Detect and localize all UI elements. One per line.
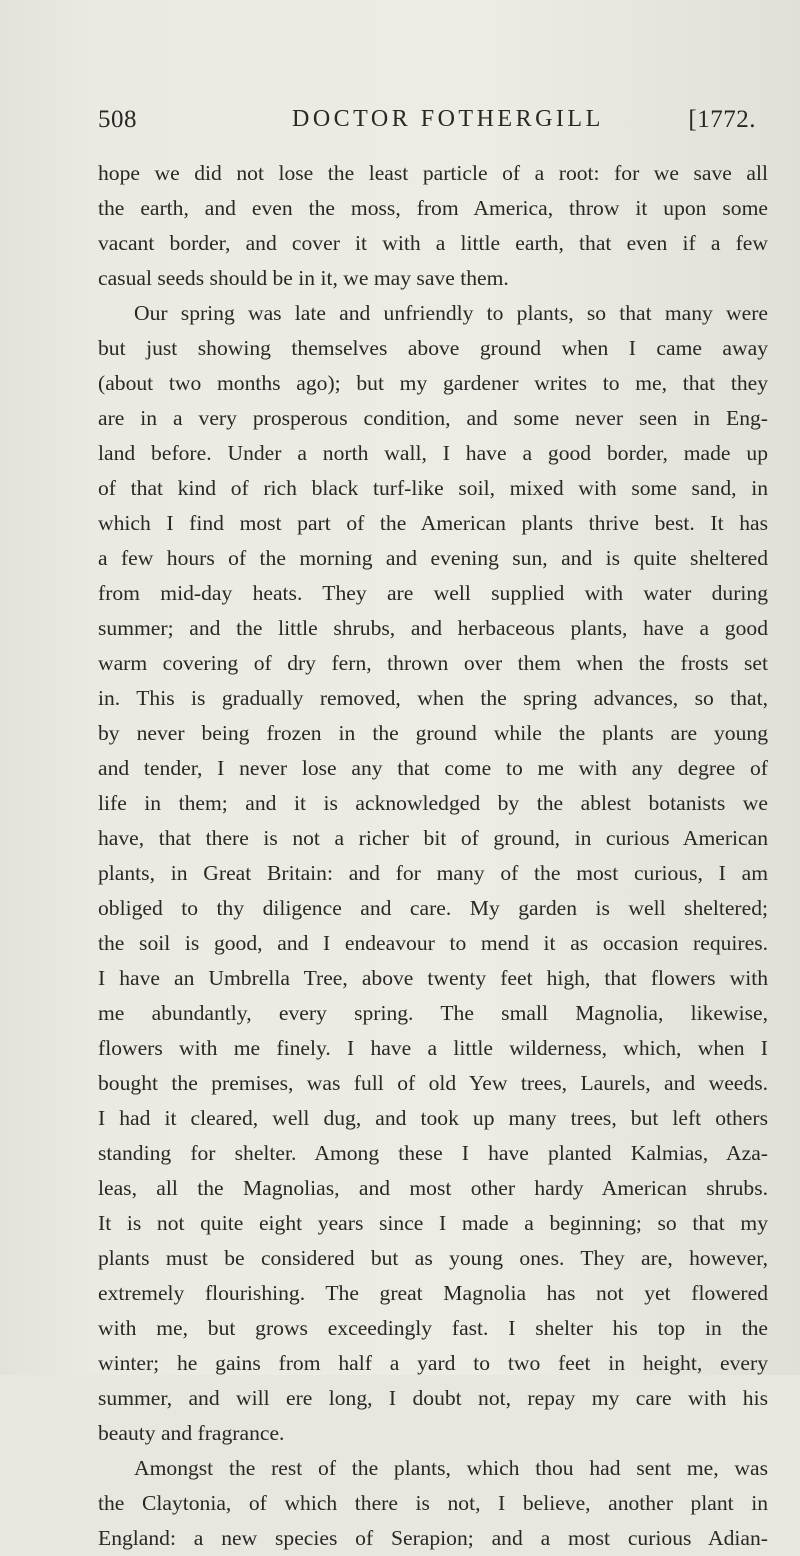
text-line: It is not quite eight years since I made a beginning; so that my xyxy=(98,1211,768,1235)
text-line: winter; he gains from half a yard to two feet in height, every xyxy=(98,1351,768,1375)
text-line: I have an Umbrella Tree, above twenty feet high, that flowers with xyxy=(98,966,768,990)
text-line: plants must be considered but as young ones. They are, however, xyxy=(98,1246,768,1270)
text-line: obliged to thy diligence and care. My garden is well sheltered; xyxy=(98,896,768,920)
text-line: summer; and the little shrubs, and herbaceous plants, have a good xyxy=(98,616,768,640)
text-line: England: a new species of Serapion; and a most curious Adian- xyxy=(98,1526,768,1550)
text-line: land before. Under a north wall, I have a good border, made up xyxy=(98,441,768,465)
text-line: and tender, I never lose any that come to me with any degree of xyxy=(98,756,768,780)
text-line: warm covering of dry fern, thrown over them when the frosts set xyxy=(98,651,768,675)
text-line: a few hours of the morning and evening sun, and is quite sheltered xyxy=(98,546,768,570)
text-line: standing for shelter. Among these I have planted Kalmias, Aza- xyxy=(98,1141,768,1165)
text-line: but just showing themselves above ground when I came away xyxy=(98,336,768,360)
text-line: the Claytonia, of which there is not, I believe, another plant in xyxy=(98,1491,768,1515)
page-number: 508 xyxy=(98,106,137,133)
text-line: life in them; and it is acknowledged by the ablest botanists we xyxy=(98,791,768,815)
page-header xyxy=(98,106,764,142)
text-line: have, that there is not a richer bit of ground, in curious American xyxy=(98,826,768,850)
text-line: by never being frozen in the ground while the plants are young xyxy=(98,721,768,745)
text-line: of that kind of rich black turf-like soil, mixed with some sand, in xyxy=(98,476,768,500)
text-line: leas, all the Magnolias, and most other hardy American shrubs. xyxy=(98,1176,768,1200)
text-line: beauty and fragrance. xyxy=(98,1421,285,1445)
text-line: me abundantly, every spring. The small Magnolia, likewise, xyxy=(98,1001,768,1025)
text-line: extremely flourishing. The great Magnolia has not yet flowered xyxy=(98,1281,768,1305)
text-line: plants, in Great Britain: and for many of the most curious, I am xyxy=(98,861,768,885)
text-line: from mid-day heats. They are well supplied with water during xyxy=(98,581,768,605)
text-line: the soil is good, and I endeavour to mend it as occasion requires. xyxy=(98,931,768,955)
text-line: summer, and will ere long, I doubt not, repay my care with his xyxy=(98,1386,768,1410)
text-line: vacant border, and cover it with a little earth, that even if a few xyxy=(98,231,768,255)
text-line: which I find most part of the American plants thrive best. It has xyxy=(98,511,768,535)
text-line: are in a very prosperous condition, and some never seen in Eng- xyxy=(98,406,768,430)
text-line: in. This is gradually removed, when the spring advances, so that, xyxy=(98,686,768,710)
running-head: DOCTOR FOTHERGILL xyxy=(292,106,604,132)
text-line: Amongst the rest of the plants, which thou had sent me, was xyxy=(134,1456,768,1480)
text-line: (about two months ago); but my gardener writes to me, that they xyxy=(98,371,768,395)
text-line: casual seeds should be in it, we may save them. xyxy=(98,266,509,290)
year-label: [1772. xyxy=(688,106,756,133)
text-line: the earth, and even the moss, from America, throw it upon some xyxy=(98,196,768,220)
text-line: hope we did not lose the least particle of a root: for we save all xyxy=(98,161,768,185)
text-line: with me, but grows exceedingly fast. I shelter his top in the xyxy=(98,1316,768,1340)
body-text xyxy=(98,156,768,1556)
text-line: Our spring was late and unfriendly to plants, so that many were xyxy=(134,301,768,325)
text-line: I had it cleared, well dug, and took up many trees, but left others xyxy=(98,1106,768,1130)
text-line: bought the premises, was full of old Yew trees, Laurels, and weeds. xyxy=(98,1071,768,1095)
text-line: flowers with me finely. I have a little wilderness, which, when I xyxy=(98,1036,768,1060)
